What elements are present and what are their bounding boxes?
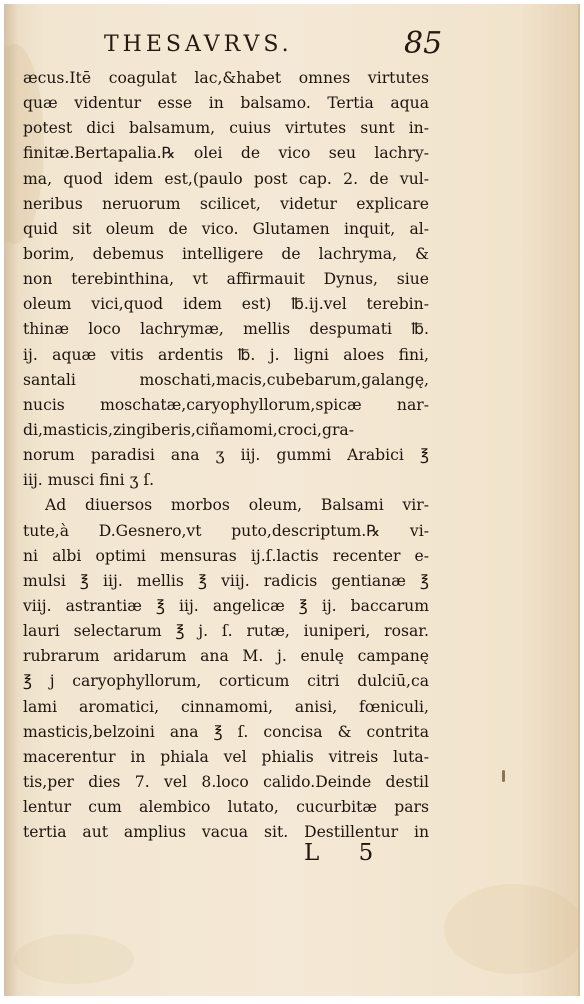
text-line: ma, quod idem est,(paulo post cap. 2. de vul- xyxy=(23,169,429,188)
text-line: mulsi ℥ iij. mellis ℥ viij. radicis gentianæ ℥ xyxy=(23,571,429,590)
text-line: tute,à D.Gesnero,vt puto,descriptum.℞ vi- xyxy=(23,521,429,540)
text-line: potest dici balsamum, cuius virtutes sunt in- xyxy=(23,119,429,138)
text-line: viij. astrantiæ ℥ iij. angelicæ ℥ ij. baccarum xyxy=(23,596,429,615)
text-line: lentur cum alembico lutato, cucurbitæ pars xyxy=(23,798,429,817)
text-line: tertia aut amplius vacua sit. Destillentur in xyxy=(23,823,429,842)
text-line: ni albi optimi mensuras ij.ſ.lactis recenter e- xyxy=(23,546,429,565)
text-line: quid sit oleum de vico. Glutamen inquit, al- xyxy=(23,219,429,238)
paper-stain xyxy=(444,884,580,974)
text-line: norum paradisi ana ʒ iij. gummi Arabici ℥ xyxy=(23,446,429,465)
running-head xyxy=(4,26,580,66)
text-line: quæ videntur esse in balsamo. Tertia aqua xyxy=(23,94,429,113)
running-title: THESAVRVS. xyxy=(104,32,293,57)
text-line: thinæ loco lachrymæ, mellis despumati ℔. xyxy=(23,320,429,339)
text-line: masticis,belzoini ana ℥ ſ. concisa & contrita xyxy=(23,722,429,741)
text-line: di,masticis,zingiberis,ciñamomi,croci,gra- xyxy=(23,420,354,439)
gutter-shadow xyxy=(4,4,18,996)
text-line: lauri selectarum ℥ j. ſ. rutæ, iuniperi, rosar. xyxy=(23,622,429,641)
text-line: Ad diuersos morbos oleum, Balsami vir- xyxy=(45,496,429,515)
signature-mark: L 5 xyxy=(304,840,390,866)
text-line: ℥ j caryophyllorum, corticum citri dulciū,ca xyxy=(23,672,429,691)
text-line: iij. musci fini ʒ ſ. xyxy=(23,471,155,490)
text-line: tis,per dies 7. vel 8.loco calido.Deinde destil xyxy=(23,772,429,791)
text-body xyxy=(23,66,429,845)
margin-mark xyxy=(502,770,505,782)
text-line: lami aromatici, cinnamomi, anisi, fœniculi, xyxy=(23,697,429,716)
text-line: rubrarum aridarum ana M. j. enulę campanę xyxy=(23,647,429,666)
text-line: neribus neruorum scilicet, videtur explicare xyxy=(23,194,429,213)
text-line: santali moschati,macis,cubebarum,galangę, xyxy=(23,370,429,389)
text-line: borim, debemus intelligere de lachryma, & xyxy=(23,244,429,263)
book-page xyxy=(4,4,580,996)
text-line: finitæ.Bertapalia.℞ olei de vico seu lachry- xyxy=(23,144,429,163)
text-line: non terebinthina, vt affirmauit Dynus, siue xyxy=(23,270,429,289)
paper-stain xyxy=(14,934,134,984)
text-line: macerentur in phiala vel phialis vitreis luta- xyxy=(23,747,429,766)
text-line: nucis moschatæ,caryophyllorum,spicæ nar- xyxy=(23,395,429,414)
text-line: ij. aquæ vitis ardentis ℔. j. ligni aloes fini, xyxy=(23,345,429,364)
page-number: 85 xyxy=(404,26,443,61)
text-line: oleum vici,quod idem est) ℔.ij.vel terebin- xyxy=(23,295,429,314)
text-line: æcus.Itē coagulat lac,&habet omnes virtutes xyxy=(23,69,429,87)
